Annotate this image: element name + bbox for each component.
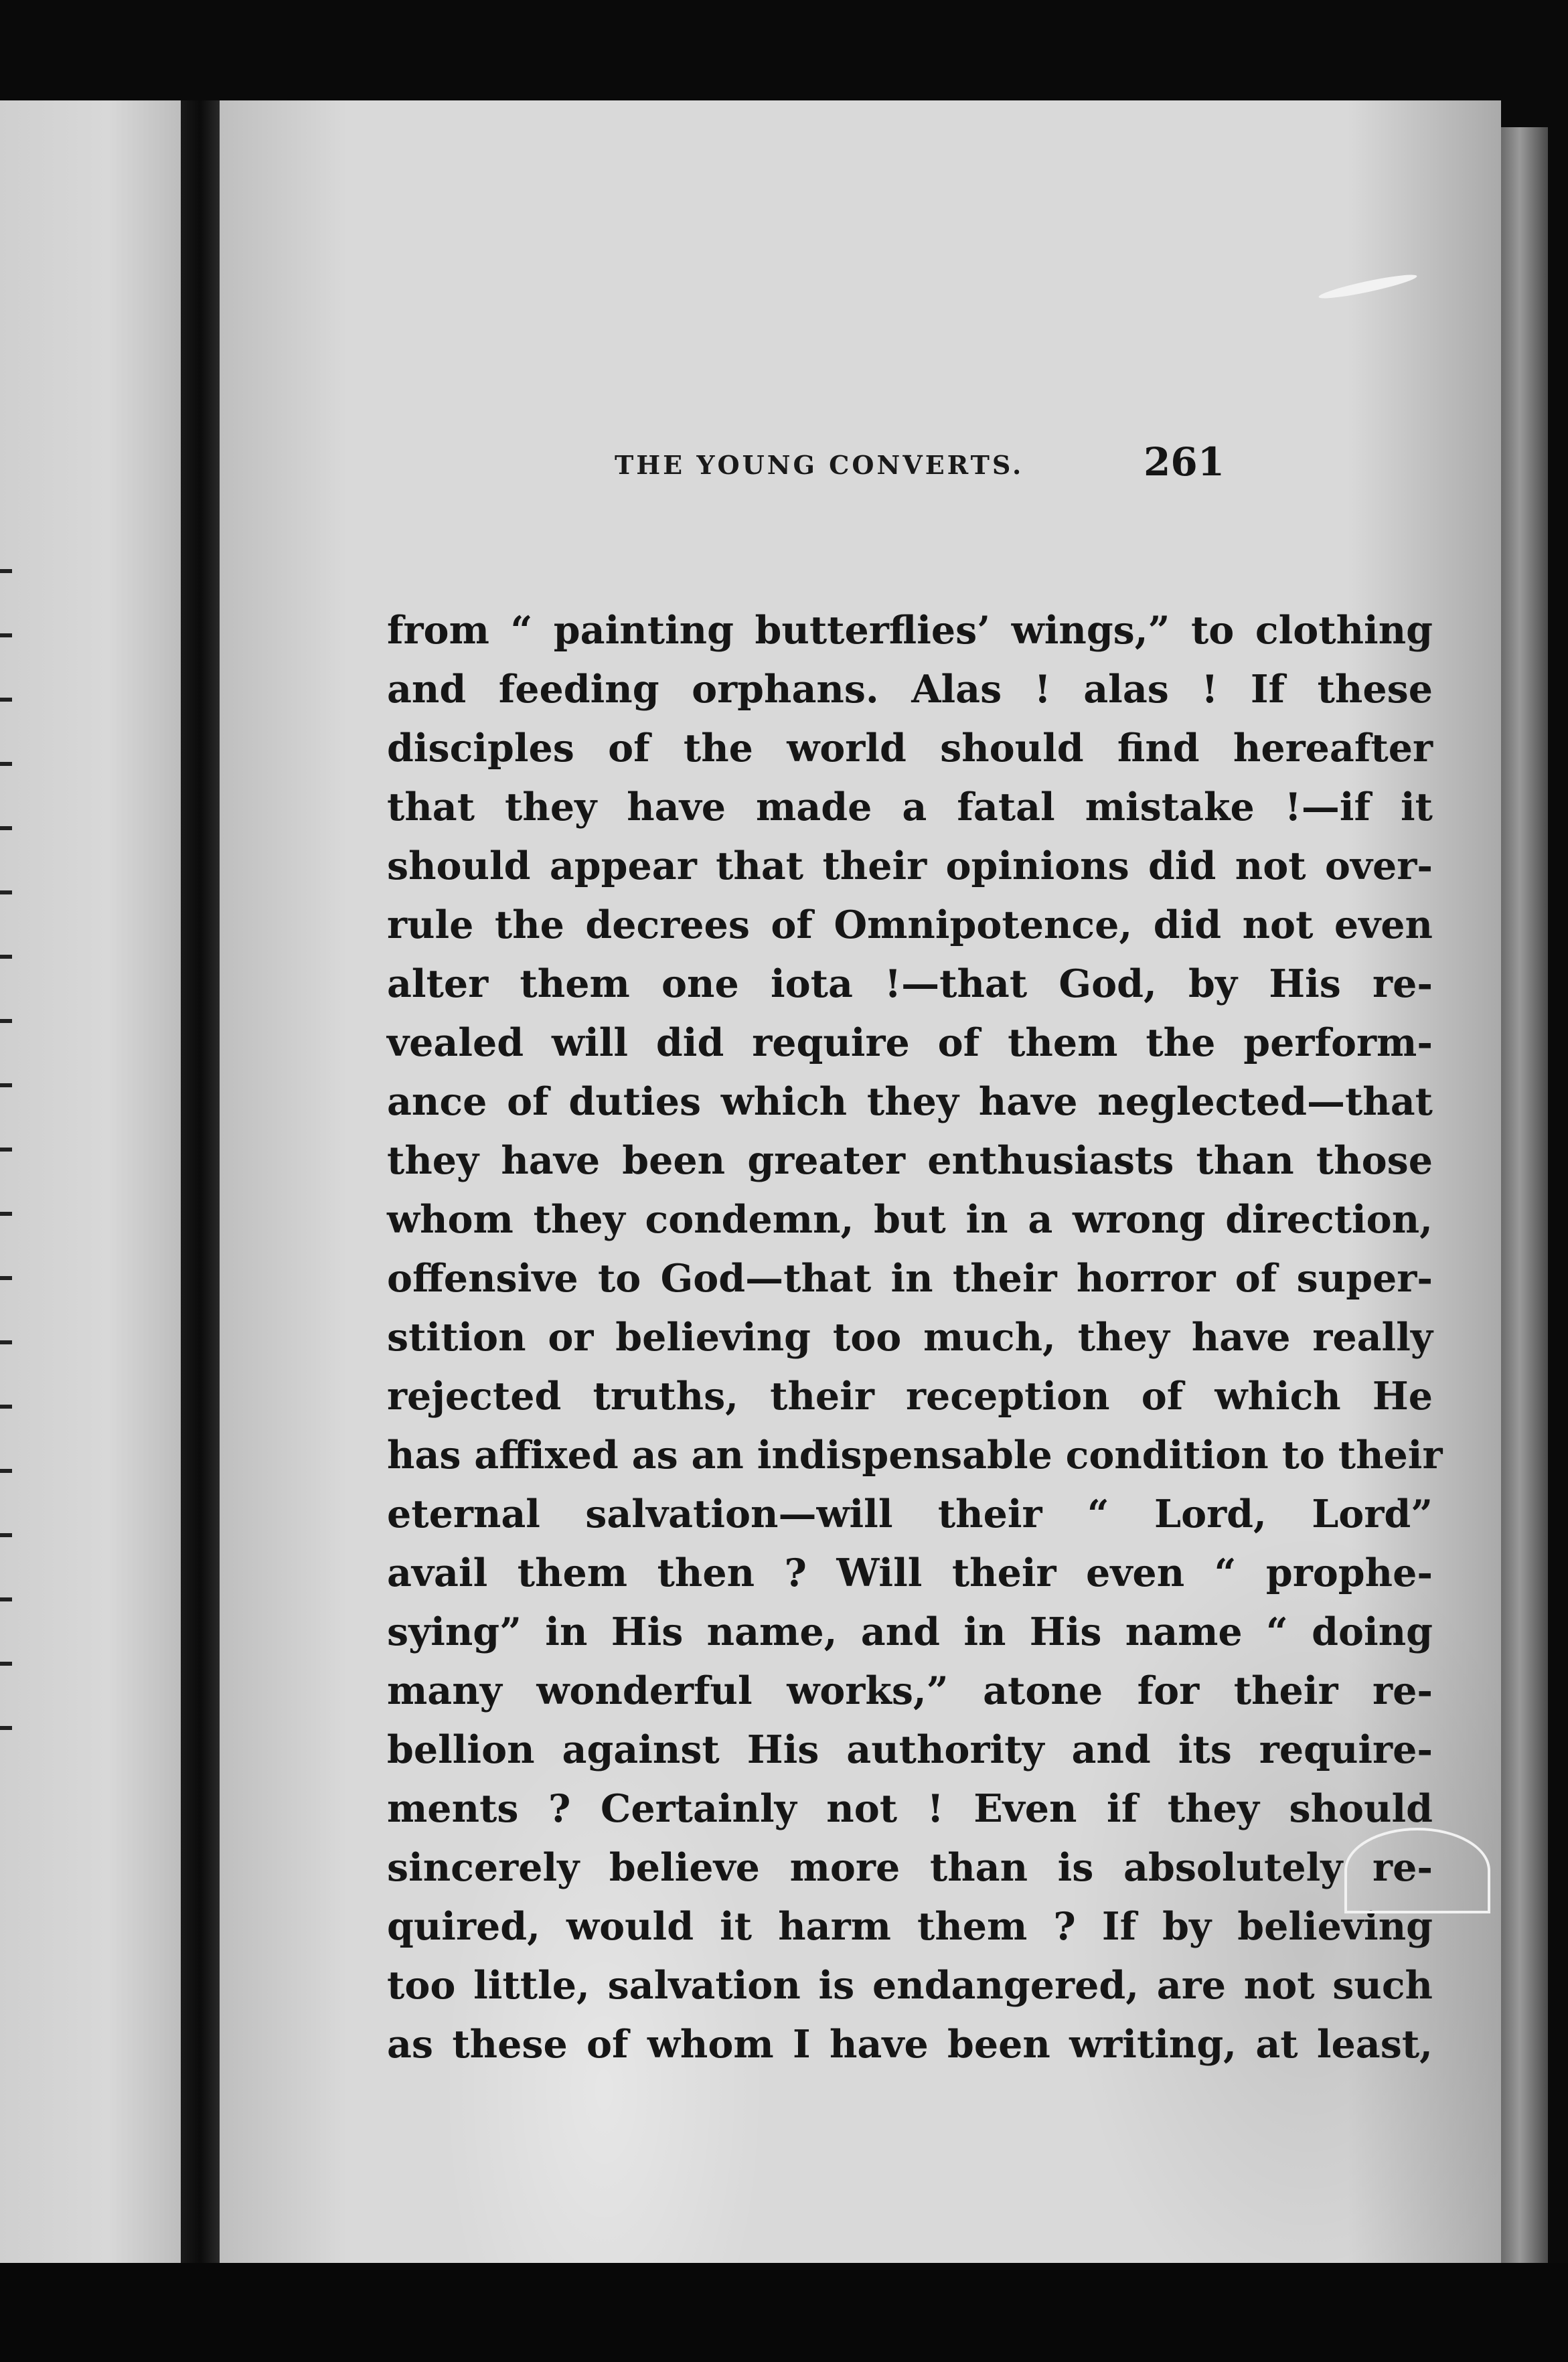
text-line: quired, would it harm them ? If by believing bbox=[387, 1904, 1433, 1949]
text-line: should appear that their opinions did not over- bbox=[387, 844, 1433, 888]
page-number: 261 bbox=[1144, 439, 1225, 485]
right-page-edge bbox=[1501, 127, 1548, 2263]
text-line: ance of duties which they have neglected—that bbox=[387, 1079, 1433, 1124]
text-line: ments ? Certainly not ! Even if they should bbox=[387, 1786, 1433, 1831]
paper-blemish bbox=[1318, 271, 1418, 303]
text-line: they have been greater enthusiasts than those bbox=[387, 1138, 1433, 1183]
book-page bbox=[220, 100, 1501, 2263]
text-line: many wonderful works,” atone for their re- bbox=[387, 1668, 1433, 1713]
body-text bbox=[387, 601, 1443, 2074]
paper-blemish bbox=[1344, 1828, 1490, 1913]
text-line: as these of whom I have been writing, at least, bbox=[387, 2022, 1433, 2067]
text-line: too little, salvation is endangered, are not such bbox=[387, 1963, 1433, 2008]
text-line: whom they condemn, but in a wrong direction, bbox=[387, 1197, 1433, 1242]
book-gutter bbox=[181, 100, 220, 2263]
text-line: bellion against His authority and its require- bbox=[387, 1727, 1433, 1772]
left-facing-page bbox=[0, 100, 181, 2263]
running-head bbox=[220, 430, 1501, 497]
text-line: rule the decrees of Omnipotence, did not even bbox=[387, 902, 1433, 947]
text-line: stition or believing too much, they have really bbox=[387, 1315, 1433, 1360]
text-line: rejected truths, their reception of which He bbox=[387, 1374, 1433, 1419]
scan-border-bottom bbox=[0, 2263, 1568, 2362]
text-line: alter them one iota !—that God, by His re- bbox=[387, 961, 1433, 1006]
text-line: disciples of the world should find hereafter bbox=[387, 726, 1433, 771]
text-line: that they have made a fatal mistake !—if it bbox=[387, 785, 1433, 830]
text-line: avail them then ? Will their even “ prophe- bbox=[387, 1551, 1433, 1595]
text-line: from “ painting butterflies’ wings,” to clothing bbox=[387, 608, 1433, 653]
text-line: has affixed as an indispensable condition to their bbox=[387, 1433, 1443, 1478]
text-line: vealed will did require of them the perform- bbox=[387, 1020, 1433, 1065]
text-line: eternal salvation—will their “ Lord, Lord” bbox=[387, 1492, 1433, 1537]
text-line: sincerely believe more than is absolutely re- bbox=[387, 1845, 1433, 1890]
running-head-title: THE YOUNG CONVERTS. bbox=[615, 450, 1024, 480]
left-page-edge bbox=[0, 509, 12, 1781]
text-line: sying” in His name, and in His name “ doing bbox=[387, 1609, 1433, 1654]
text-line: and feeding orphans. Alas ! alas ! If these bbox=[387, 667, 1433, 712]
text-line: offensive to God—that in their horror of super- bbox=[387, 1256, 1433, 1301]
